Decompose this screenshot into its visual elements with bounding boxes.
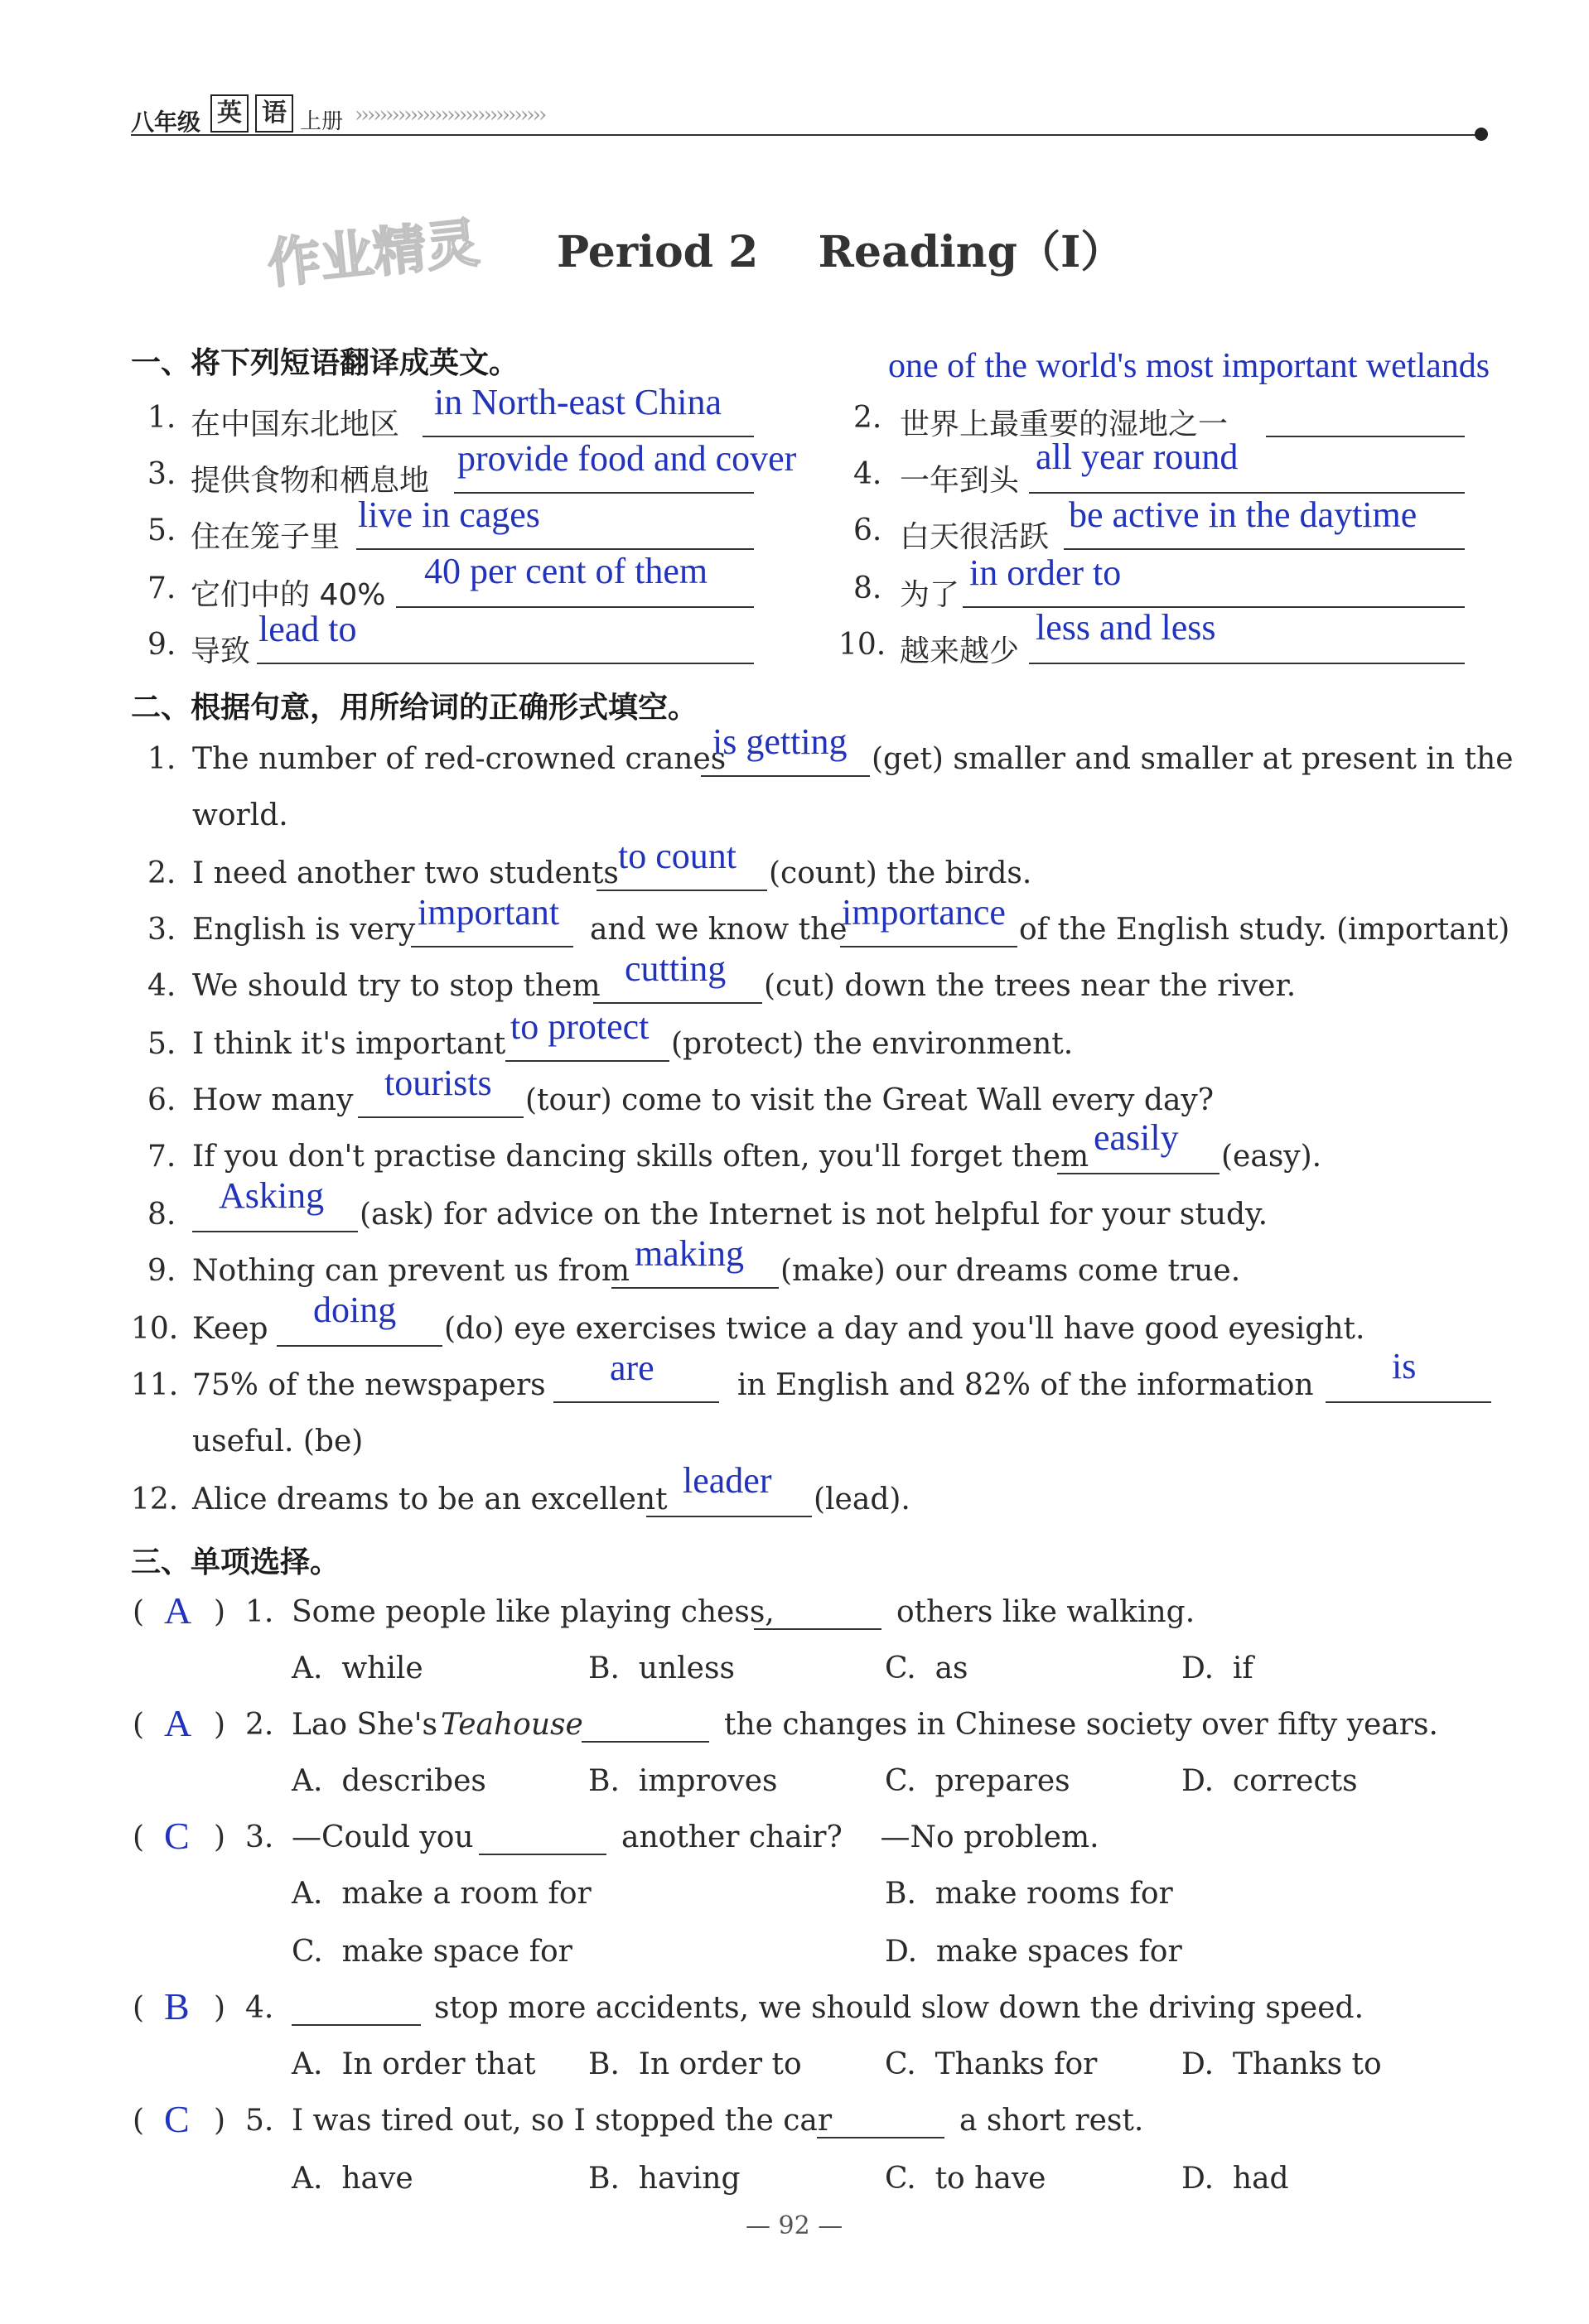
s2-q4-blank[interactable]	[593, 1002, 762, 1004]
s3-q5-opt-b[interactable]: B. having	[588, 2162, 741, 2196]
s2-q3-blank-2[interactable]	[840, 946, 1017, 947]
section3-heading: 三、单项选择。	[131, 1545, 340, 1579]
s2-q3-before: English is very	[192, 913, 416, 947]
s2-q7-num: 7.	[147, 1140, 176, 1174]
s3-q3-opt-d[interactable]: D. make spaces for	[885, 1935, 1182, 1969]
s3-q2-opt-b[interactable]: B. improves	[588, 1764, 778, 1798]
s3-q2-opt-d[interactable]: D. corrects	[1181, 1764, 1358, 1798]
s3-q3-answer: C	[164, 1815, 190, 1857]
s2-q1-blank[interactable]	[701, 775, 870, 777]
s2-q10-blank[interactable]	[277, 1345, 442, 1347]
s2-q11-answer-2: is	[1392, 1346, 1417, 1386]
s1-item-2-blank[interactable]	[1266, 436, 1465, 437]
s2-q5-before: I think it's important	[192, 1027, 506, 1061]
s2-q8-blank[interactable]	[192, 1231, 358, 1232]
s1-item-6-num: 6.	[853, 513, 882, 547]
s2-q3-blank-1[interactable]	[411, 946, 573, 947]
s3-q5-opt-c[interactable]: C. to have	[885, 2162, 1046, 2196]
s3-q5-blank[interactable]	[817, 2137, 944, 2138]
s3-q2-blank[interactable]	[582, 1741, 709, 1743]
s1-item-3-num: 3.	[147, 457, 176, 491]
s2-q4-after: (cut) down the trees near the river.	[764, 969, 1297, 1003]
s1-item-1-prompt: 在中国东北地区	[191, 407, 400, 441]
s3-q1-paren-close: )	[214, 1595, 226, 1629]
s1-item-5-answer: live in cages	[358, 494, 540, 535]
s3-q4-paren-close: )	[214, 1991, 226, 2025]
s2-q4-answer: cutting	[625, 948, 727, 989]
s3-q1-opt-b[interactable]: B. unless	[588, 1651, 735, 1685]
s2-q8-after: (ask) for advice on the Internet is not helpful for your study.	[360, 1198, 1268, 1232]
s3-q3-opt-c[interactable]: C. make space for	[292, 1935, 572, 1969]
s1-item-2-num: 2.	[853, 401, 882, 435]
s2-q12-blank[interactable]	[646, 1516, 812, 1517]
s1-item-3-answer: provide food and cover	[457, 438, 797, 479]
s3-q2-stem-b: the changes in Chinese society over fifty years.	[724, 1708, 1438, 1742]
s1-item-8-prompt: 为了	[900, 578, 960, 612]
s3-q2-stem-em: Teahouse	[441, 1708, 583, 1742]
section1-heading: 一、将下列短语翻译成英文。	[131, 346, 519, 380]
s1-item-10-num: 10.	[838, 628, 886, 662]
s2-q9-before: Nothing can prevent us from	[192, 1254, 630, 1288]
s3-q4-answer: B	[164, 1985, 190, 2027]
s3-q4-paren-open: (	[133, 1991, 145, 2025]
s1-item-3-prompt: 提供食物和栖息地	[191, 464, 430, 498]
s2-q9-num: 9.	[147, 1254, 176, 1288]
s3-q5-paren-close: )	[214, 2104, 226, 2138]
s3-q5-answer: C	[164, 2098, 190, 2140]
s2-q5-answer: to protect	[510, 1006, 650, 1047]
s2-q1-after: (get) smaller and smaller at present in the	[872, 742, 1514, 776]
s2-q11-before: 75% of the newspapers	[192, 1368, 546, 1402]
s2-q11-middle: in English and 82% of the information	[737, 1368, 1314, 1402]
s1-item-1-answer: in North-east China	[434, 382, 722, 422]
s2-q2-before: I need another two students	[192, 856, 619, 890]
s3-q3-stem-a: —Could you	[292, 1820, 474, 1854]
s2-q3-num: 3.	[147, 913, 176, 947]
s1-item-1-num: 1.	[147, 401, 176, 435]
s2-q9-blank[interactable]	[611, 1287, 779, 1289]
s1-item-10-prompt: 越来越少	[900, 634, 1020, 668]
s1-item-7-num: 7.	[147, 571, 176, 605]
s2-q3-answer-1: important	[418, 892, 560, 933]
s3-q5-stem-b: a short rest.	[959, 2104, 1144, 2138]
s3-q1-opt-d[interactable]: D. if	[1181, 1651, 1253, 1685]
s3-q2-answer: A	[164, 1702, 192, 1744]
s2-q11-blank-2[interactable]	[1326, 1401, 1491, 1403]
header-arrows: ›››››››››››››››››››››››››››››››	[355, 103, 545, 128]
s3-q4-opt-c[interactable]: C. Thanks for	[885, 2047, 1098, 2081]
s3-q2-paren-open: (	[133, 1708, 145, 1742]
s3-q1-answer: A	[164, 1589, 192, 1632]
s1-item-8-num: 8.	[853, 571, 882, 605]
s2-q6-num: 6.	[147, 1083, 176, 1117]
s2-q10-after: (do) eye exercises twice a day and you'll have good eyesight.	[444, 1312, 1365, 1346]
s2-q10-before: Keep	[192, 1312, 268, 1346]
s2-q3-after: of the English study. (important)	[1019, 913, 1510, 947]
s3-q4-blank[interactable]	[292, 2024, 421, 2026]
s1-item-6-prompt: 白天很活跃	[900, 520, 1050, 554]
s1-item-7-answer: 40 per cent of them	[424, 551, 708, 591]
s2-q3-middle: and we know the	[590, 913, 848, 947]
s3-q2-paren-close: )	[214, 1708, 226, 1742]
s1-item-9-num: 9.	[147, 628, 176, 662]
s2-q9-answer: making	[635, 1233, 744, 1274]
s2-q7-answer: easily	[1094, 1117, 1179, 1158]
s3-q1-opt-a[interactable]: A. while	[292, 1651, 423, 1685]
s2-q1-answer: is getting	[712, 721, 848, 762]
s2-q2-after: (count) the birds.	[769, 856, 1032, 890]
s2-q11-num: 11.	[131, 1368, 179, 1402]
s2-q1-before: The number of red-crowned cranes	[192, 742, 727, 776]
s1-item-5-num: 5.	[147, 513, 176, 547]
s3-q3-num: 3.	[245, 1820, 274, 1854]
s3-q1-paren-open: (	[133, 1595, 145, 1629]
s1-item-7-blank[interactable]	[396, 606, 754, 608]
s1-item-4-answer: all year round	[1036, 436, 1239, 477]
s1-item-2-prompt: 世界上最重要的湿地之一	[900, 407, 1229, 441]
s3-q2-stem-a: Lao She's	[292, 1708, 438, 1742]
s3-q5-stem-a: I was tired out, so I stopped the car	[292, 2104, 833, 2138]
s3-q1-num: 1.	[245, 1595, 274, 1629]
s2-q2-num: 2.	[147, 856, 176, 890]
s2-q11-blank-1[interactable]	[553, 1401, 719, 1403]
s2-q6-after: (tour) come to visit the Great Wall every day?	[525, 1083, 1215, 1117]
s2-q1-cont: world.	[192, 798, 288, 832]
s2-q4-num: 4.	[147, 969, 176, 1003]
s2-q11-cont: useful. (be)	[192, 1425, 364, 1459]
s3-q3-opt-b[interactable]: B. make rooms for	[885, 1877, 1173, 1911]
s3-q3-blank[interactable]	[479, 1854, 606, 1855]
s3-q1-blank[interactable]	[754, 1628, 881, 1630]
s2-q7-blank[interactable]	[1057, 1173, 1220, 1174]
s3-q4-opt-d[interactable]: D. Thanks to	[1181, 2047, 1382, 2081]
s3-q2-opt-c[interactable]: C. prepares	[885, 1764, 1070, 1798]
s2-q5-after: (protect) the environment.	[671, 1027, 1074, 1061]
header-subject-char-1: 英	[210, 94, 249, 133]
s2-q5-blank[interactable]	[505, 1060, 669, 1062]
s2-q7-after: (easy).	[1221, 1140, 1322, 1174]
s1-item-6-blank[interactable]	[1064, 548, 1465, 550]
header-volume: 上册	[300, 109, 344, 134]
s3-q3-paren-open: (	[133, 1820, 145, 1854]
s1-item-4-prompt: 一年到头	[900, 464, 1020, 498]
s1-item-10-blank[interactable]	[1029, 663, 1465, 664]
s2-q12-after: (lead).	[814, 1483, 910, 1516]
page-number: — 92 —	[746, 2211, 843, 2240]
s1-item-2-answer: one of the world's most important wetlands	[888, 347, 1490, 385]
s2-q5-num: 5.	[147, 1027, 176, 1061]
s3-q5-paren-open: (	[133, 2104, 145, 2138]
s2-q4-before: We should try to stop them	[192, 969, 601, 1003]
s2-q10-answer: doing	[313, 1290, 397, 1330]
s2-q8-num: 8.	[147, 1198, 176, 1232]
s2-q11-answer-1: are	[610, 1348, 654, 1388]
s3-q3-stem-b: another chair? —No problem.	[621, 1820, 1099, 1854]
s3-q5-opt-a[interactable]: A. have	[292, 2162, 413, 2196]
watermark-logo: 作业精灵	[264, 212, 482, 297]
header-subject-char-2: 语	[255, 94, 293, 133]
s1-item-5-prompt: 住在笼子里	[191, 520, 340, 554]
header-rule-dot	[1475, 128, 1488, 141]
s2-q6-before: How many	[192, 1083, 354, 1117]
s1-item-9-answer: lead to	[258, 609, 357, 649]
s3-q2-opt-a[interactable]: A. describes	[292, 1764, 486, 1798]
s3-q4-opt-a[interactable]: A. In order that	[292, 2047, 536, 2081]
s2-q2-blank[interactable]	[596, 890, 767, 891]
page-title: Period 2 Reading（Ⅰ）	[557, 227, 1124, 277]
section2-heading: 二、根据句意，用所给词的正确形式填空。	[131, 691, 698, 725]
s2-q10-num: 10.	[131, 1312, 179, 1346]
header-rule	[131, 134, 1481, 136]
s2-q9-after: (make) our dreams come true.	[780, 1254, 1241, 1288]
s3-q4-stem-b: stop more accidents, we should slow down the driving speed.	[434, 1991, 1364, 2025]
s2-q2-answer: to count	[618, 836, 737, 876]
s1-item-6-answer: be active in the daytime	[1069, 494, 1418, 535]
s1-item-8-answer: in order to	[969, 552, 1122, 593]
s3-q2-num: 2.	[245, 1708, 274, 1742]
s3-q5-num: 5.	[245, 2104, 274, 2138]
header-grade: 八年级	[131, 108, 201, 136]
s2-q12-answer: leader	[683, 1460, 772, 1501]
s1-item-9-prompt: 导致	[191, 634, 251, 668]
s1-item-7-prompt: 它们中的 40%	[191, 578, 386, 612]
s2-q1-num: 1.	[147, 742, 176, 776]
s2-q6-answer: tourists	[384, 1063, 492, 1103]
s3-q1-stem-a: Some people like playing chess,	[292, 1595, 775, 1629]
s3-q1-stem-b: others like walking.	[896, 1595, 1195, 1629]
s1-item-10-answer: less and less	[1036, 607, 1216, 648]
s2-q8-answer: Asking	[219, 1175, 325, 1216]
s3-q4-num: 4.	[245, 1991, 274, 2025]
s2-q12-num: 12.	[131, 1483, 179, 1516]
s1-item-9-blank[interactable]	[257, 663, 754, 664]
s2-q7-before: If you don't practise dancing skills often, you'll forget them	[192, 1140, 1089, 1174]
s3-q5-opt-d[interactable]: D. had	[1181, 2162, 1289, 2196]
s2-q3-answer-2: importance	[842, 892, 1006, 933]
s1-item-4-num: 4.	[853, 457, 882, 491]
s3-q4-opt-b[interactable]: B. In order to	[588, 2047, 802, 2081]
s3-q3-paren-close: )	[214, 1820, 226, 1854]
s3-q3-opt-a[interactable]: A. make a room for	[292, 1877, 592, 1911]
s2-q6-blank[interactable]	[358, 1116, 524, 1118]
s2-q12-before: Alice dreams to be an excellent	[192, 1483, 668, 1516]
s3-q1-opt-c[interactable]: C. as	[885, 1651, 968, 1685]
